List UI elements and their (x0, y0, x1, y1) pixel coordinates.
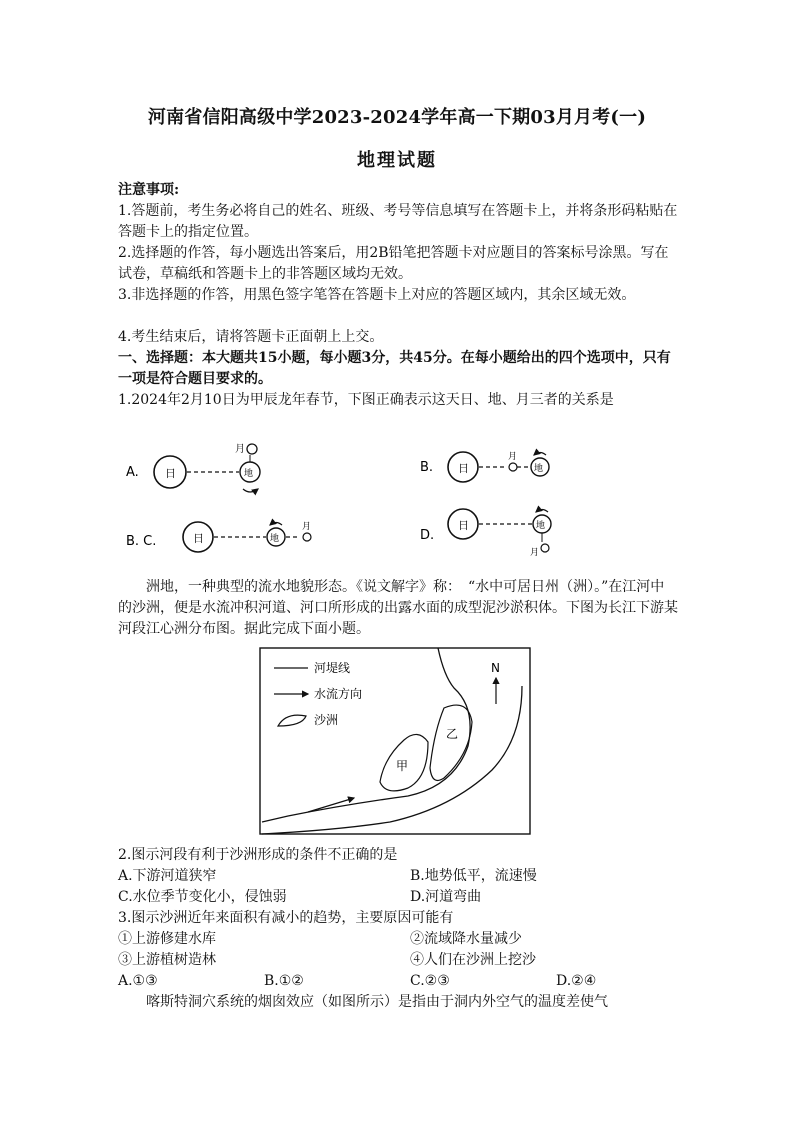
notes-heading: 注意事项: (118, 182, 180, 198)
sun-label: 日 (458, 462, 469, 475)
q3-item-4: ④人们在沙洲上挖沙 (410, 952, 536, 968)
sun-label: 日 (165, 467, 176, 480)
river-shoal-map (258, 646, 532, 838)
moon-label: 月 (302, 522, 312, 532)
exam-title: 河南省信阳高级中学2023-2024学年高一下期03月月考(一) (147, 107, 647, 128)
question-1-stem: 1.2024年2月10日为甲辰龙年春节，下图正确表示这天日、地、月三者的关系是 (118, 392, 614, 408)
q3-option-b[interactable]: B.①② (264, 973, 304, 989)
question-3-items-row2 (118, 950, 678, 971)
q2-option-d[interactable]: D.河道弯曲 (410, 889, 482, 905)
q2-option-b[interactable]: B.地势低平，流速慢 (410, 868, 537, 884)
exam-subject: 地理试题 (357, 150, 437, 171)
question-3-options (118, 971, 678, 992)
earth-label: 地 (536, 521, 546, 531)
question-2-options-row2 (118, 887, 678, 908)
q2-option-c[interactable]: C.水位季节变化小，侵蚀弱 (118, 889, 287, 905)
option-c-diagram (126, 521, 311, 552)
question-3-stem: 3.图示沙洲近年来面积有减小的趋势，主要原因可能有 (118, 910, 454, 926)
legend-shoal: 沙洲 (314, 713, 339, 727)
q3-item-1: ①上游修建水库 (118, 931, 216, 947)
moon-label: 月 (530, 548, 540, 558)
note-item-4: 4.考生结束后，请将答题卡正面朝上上交。 (118, 329, 384, 345)
moon-icon (509, 463, 517, 471)
option-c-label: B. C. (126, 534, 157, 549)
moon-icon (247, 444, 257, 454)
note-item-3: 3.非选择题的作答，用黑色签字笔答在答题卡上对应的答题区域内，其余区域无效。 (118, 287, 636, 303)
shoal-jia-label: 甲 (396, 759, 409, 773)
legend-flow: 水流方向 (314, 687, 363, 701)
sun-earth-moon-diagram (118, 435, 678, 565)
moon-label: 月 (235, 444, 245, 455)
legend-levee: 河堤线 (314, 661, 351, 675)
q2-option-a[interactable]: A.下游河道狭窄 (118, 868, 217, 884)
q3-item-3: ③上游植树造林 (118, 952, 216, 968)
passage-shoal: 洲地，一种典型的流水地貌形态。《说文解字》称： “水中可居日州（洲）。”在江河中的沙洲，便是水流冲积河道、河口所形成的出露水面的成型泥沙淤积体。下图为长江下游某河段江心洲分布图。据此完成下面小题。 (118, 579, 678, 637)
sun-label: 日 (458, 519, 469, 532)
earth-label: 地 (244, 469, 254, 479)
q3-option-a[interactable]: A.①③ (118, 973, 158, 989)
question-2-options-row1 (118, 866, 678, 887)
option-a-diagram (126, 443, 260, 492)
earth-label: 地 (270, 534, 280, 544)
section-heading: 一、选择题：本大题共15小题，每小题3分，共45分。在每小题给出的四个选项中，只有一项是符合题目要求的。 (118, 350, 671, 387)
option-b-diagram (420, 451, 549, 482)
option-d-diagram (420, 509, 551, 558)
option-b-label: B. (420, 460, 434, 475)
q3-option-c[interactable]: C.②③ (410, 973, 450, 989)
moon-icon (303, 533, 311, 541)
sun-label: 日 (193, 532, 204, 545)
passage-karst: 喀斯特洞穴系统的烟囱效应（如图所示）是指由于洞内外空气的温度差使气 (146, 994, 608, 1010)
question-3-items-row1 (118, 929, 678, 950)
question-2-stem: 2.图示河段有利于沙洲形成的条件不正确的是 (118, 847, 398, 863)
option-a-label: A. (126, 465, 139, 480)
q3-item-2: ②流域降水量减少 (410, 931, 522, 947)
moon-label: 月 (508, 452, 518, 462)
earth-label: 地 (534, 464, 544, 474)
note-item-1: 1.答题前，考生务必将自己的姓名、班级、考号等信息填写在答题卡上，并将条形码粘贴在答题卡上的指定位置。 (118, 203, 678, 240)
north-label: N (491, 661, 500, 675)
moon-icon (541, 544, 549, 552)
q3-option-d[interactable]: D.②④ (556, 973, 597, 989)
shoal-yi-label: 乙 (446, 727, 459, 741)
note-item-2: 2.选择题的作答，每小题选出答案后，用2B铅笔把答题卡对应题目的答案标号涂黑。写在试卷，草稿纸和答题卡上的非答题区域均无效。 (118, 245, 669, 282)
option-d-label: D. (420, 528, 435, 543)
